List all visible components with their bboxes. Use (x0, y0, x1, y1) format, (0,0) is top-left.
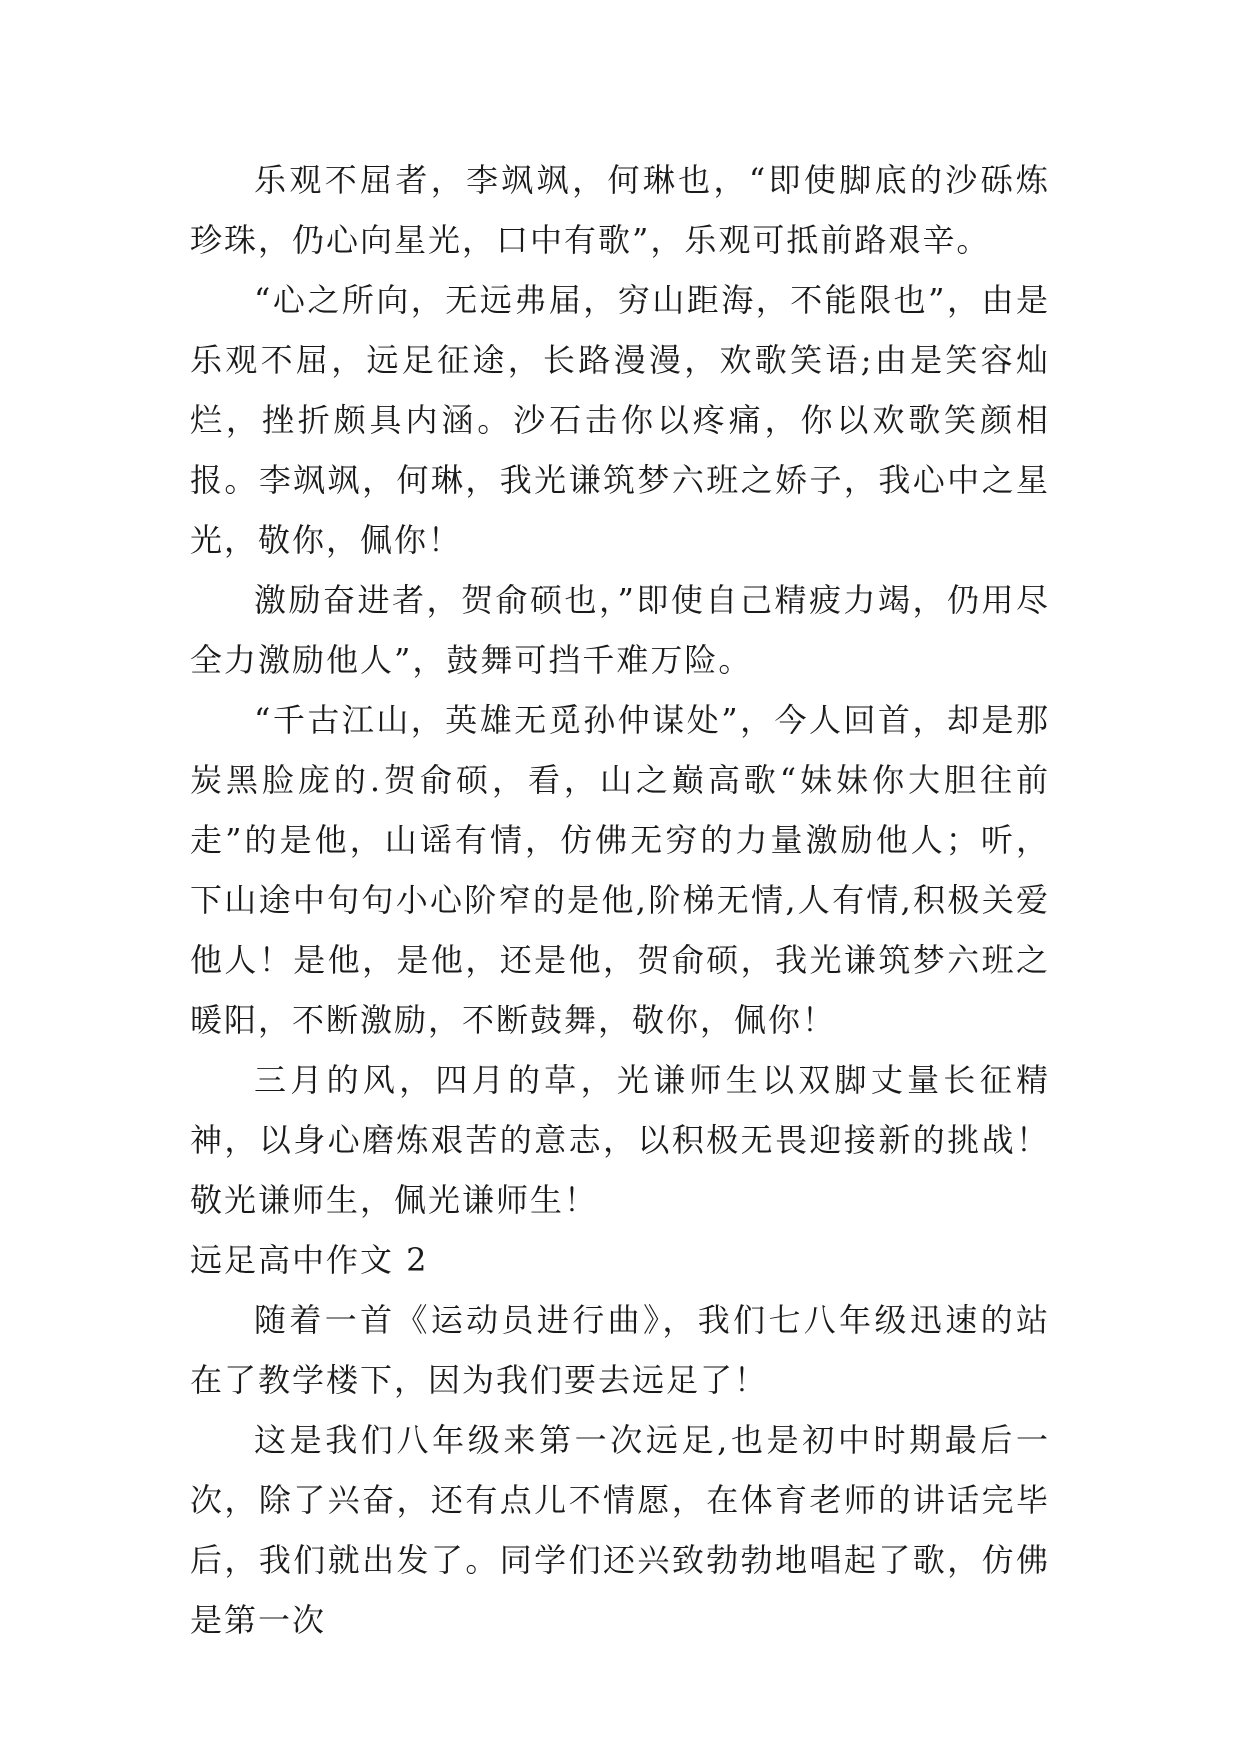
paragraph-7: 这是我们八年级来第一次远足,也是初中时期最后一次，除了兴奋，还有点儿不情愿，在体育老师的讲话完毕后，我们就出发了。同学们还兴致勃勃地唱起了歌，仿佛是第一次 (190, 1421, 1050, 1639)
paragraph-6: 随着一首《运动员进行曲》，我们七八年级迅速的站在了教学楼下，因为我们要去远足了！ (190, 1301, 1050, 1399)
paragraph-5: 三月的风，四月的草，光谦师生以双脚丈量长征精神，以身心磨炼艰苦的意志，以积极无畏迎接新的挑战！敬光谦师生，佩光谦师生！ (190, 1061, 1050, 1219)
document-body (190, 150, 1050, 1650)
paragraph-3: 激励奋进者，贺俞硕也，”即使自己精疲力竭，仍用尽全力激励他人”，鼓舞可挡千难万险。 (190, 581, 1050, 679)
section-title: 远足高中作文 2 (190, 1241, 429, 1279)
paragraph-1: 乐观不屈者，李飒飒，何琳也，“即使脚底的沙砾炼珍珠，仍心向星光，口中有歌”，乐观可抵前路艰辛。 (190, 161, 1050, 259)
paragraph-2: “心之所向，无远弗届，穷山距海，不能限也”，由是乐观不屈，远足征途，长路漫漫，欢歌笑语;由是笑容灿烂，挫折颇具内涵。沙石击你以疼痛，你以欢歌笑颜相报。李飒飒，何琳，我光谦筑梦六班之娇子，我心中之星光，敬你，佩你！ (190, 281, 1050, 559)
paragraph-4: “千古江山，英雄无觅孙仲谋处”，今人回首，却是那炭黑脸庞的.贺俞硕，看，山之巅高歌“妹妹你大胆往前走”的是他，山谣有情，仿佛无穷的力量激励他人；听，下山途中句句小心阶窄的是他,阶梯无情,人有情,积极关爱他人！是他，是他，还是他，贺俞硕，我光谦筑梦六班之暖阳，不断激励，不断鼓舞，敬你，佩你！ (190, 701, 1050, 1039)
